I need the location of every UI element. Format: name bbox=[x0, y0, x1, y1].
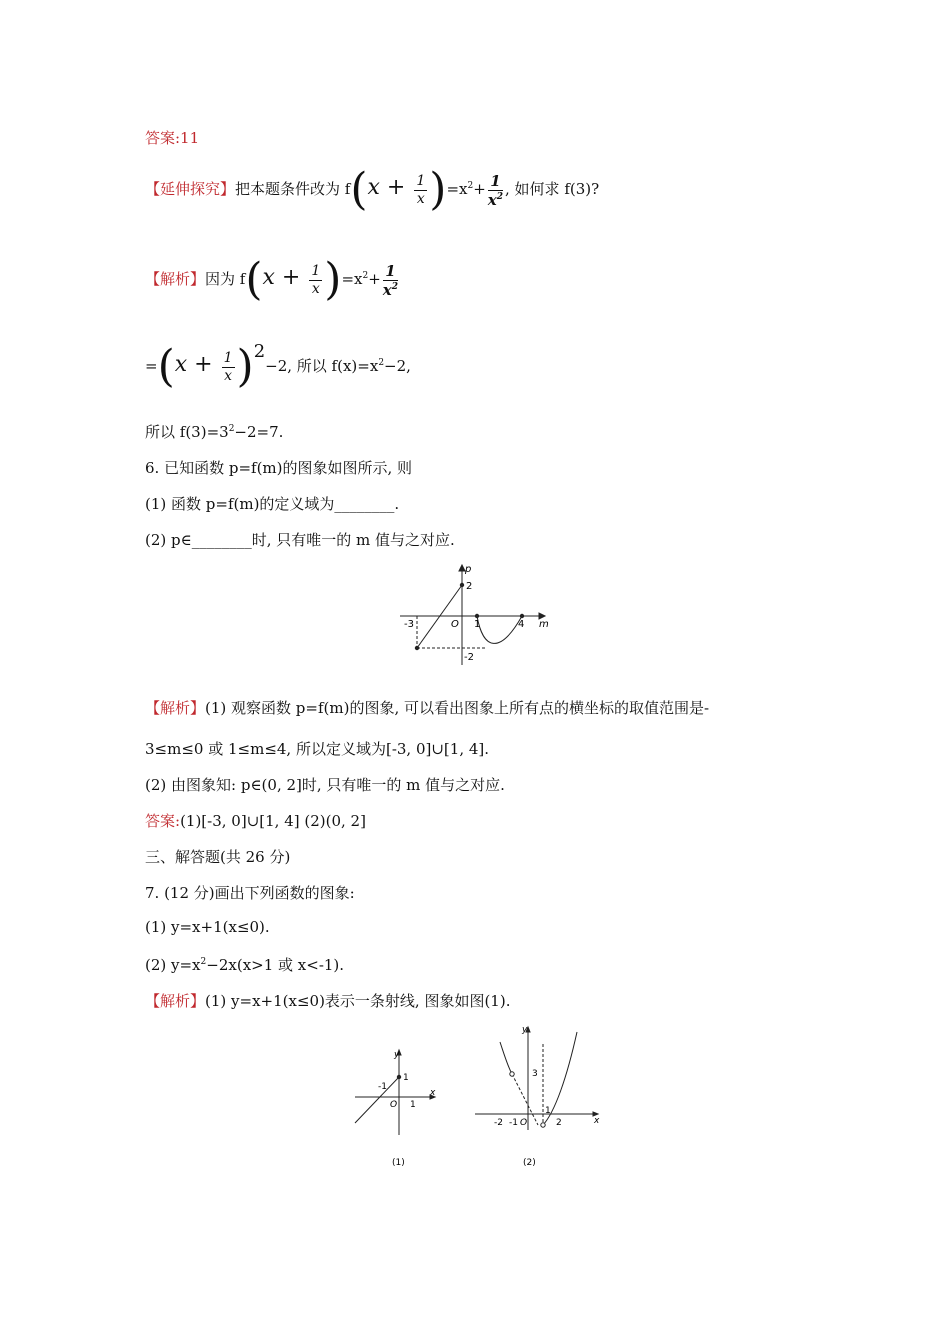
extension-text-a: 把本题条件改为 f bbox=[235, 180, 351, 198]
svg-text:O: O bbox=[520, 1118, 528, 1128]
origin-label: O bbox=[451, 619, 459, 630]
svg-text:2: 2 bbox=[556, 1118, 562, 1128]
sol6-line1: 【解析】(1) 观察函数 p=f(m)的图象, 可以看出图象上所有点的横坐标的取值范围是- bbox=[145, 699, 710, 717]
svg-text:y: y bbox=[394, 1050, 400, 1060]
solution-tag: 【解析】 bbox=[145, 270, 206, 288]
q6-part1: (1) 函数 p=f(m)的定义域为________. bbox=[145, 495, 400, 513]
extension-line: 【延伸探究】把本题条件改为 f(x + $\frac{1}{x}$ )$=x^2+$ $\frac{1}{x^2}$ , 如何求 f(3)? bbox=[145, 164, 600, 215]
q6-part2: (2) p∈________时, 只有唯一的 m 值与之对应. bbox=[145, 531, 455, 549]
axis-label-m: m bbox=[539, 619, 549, 630]
point bbox=[460, 583, 464, 587]
q7-part1: (1) y=x+1(x≤0). bbox=[145, 918, 270, 936]
svg-text:-2: -2 bbox=[494, 1118, 503, 1128]
tick-label: 2 bbox=[466, 581, 473, 592]
tick-label: -3 bbox=[404, 619, 414, 630]
svg-text:-1: -1 bbox=[509, 1118, 518, 1128]
q7-graph-1 bbox=[350, 1045, 445, 1170]
q7-part2: (2) $y=x^2-2x(x>1$ 或 x<-1). bbox=[145, 956, 345, 974]
sol6-line3: (2) 由图象知: p∈(0, 2]时, 只有唯一的 m 值与之对应. bbox=[145, 776, 505, 794]
extension-text-d: , 如何求 f(3)? bbox=[505, 180, 600, 198]
svg-text:(2): (2) bbox=[523, 1158, 536, 1168]
tick-label: 1 bbox=[474, 619, 481, 630]
extension-tag: 【延伸探究】 bbox=[145, 180, 236, 198]
svg-text:O: O bbox=[390, 1100, 398, 1110]
q6-title: 6. 已知函数 p=f(m)的图象如图所示, 则 bbox=[145, 459, 413, 477]
tick-label: 4 bbox=[518, 619, 525, 630]
svg-text:(1): (1) bbox=[392, 1158, 405, 1168]
q7-title: 7. (12 分)画出下列函数的图象: bbox=[145, 884, 355, 902]
sol6-answer: 答案:(1)[-3, 0]∪[1, 4] (2)(0, 2] bbox=[145, 812, 366, 830]
svg-text:x: x bbox=[594, 1116, 600, 1126]
solution1-line1: 【解析】因为 f(x + $\frac{1}{x}$ )$=x^2+$ $\frac{1}{x^2}$ bbox=[145, 254, 399, 305]
tick-label: -2 bbox=[464, 652, 474, 663]
solution1-line2: =(x + $\frac{1}{x}$ )$^2$−2, 所以 $f(x)=x^2-2$, bbox=[145, 341, 411, 392]
svg-text:1: 1 bbox=[410, 1100, 416, 1110]
fraction: $\frac{1}{x^2}$ bbox=[487, 171, 504, 209]
svg-text:1: 1 bbox=[403, 1073, 409, 1083]
section-3-title: 三、解答题(共 26 分) bbox=[145, 848, 291, 866]
point bbox=[415, 646, 419, 650]
sol6-line2: 3≤m≤0 或 1≤m≤4, 所以定义域为[-3, 0]∪[1, 4]. bbox=[145, 740, 490, 758]
svg-text:3: 3 bbox=[532, 1069, 538, 1079]
extension-text-b: =x bbox=[446, 180, 468, 198]
q7-graph-2 bbox=[470, 1022, 610, 1170]
answer-prev: 答案:11 bbox=[145, 129, 200, 147]
svg-text:1: 1 bbox=[545, 1106, 551, 1116]
math-expr: (x + $\frac{1}{x}$ ) bbox=[350, 164, 447, 215]
svg-text:-1: -1 bbox=[378, 1082, 387, 1092]
point bbox=[520, 614, 524, 618]
solution1-line3: 所以 $f(3)=3^2-2=7$. bbox=[145, 423, 284, 441]
svg-text:y: y bbox=[522, 1025, 528, 1035]
svg-text:x: x bbox=[430, 1088, 436, 1098]
q6-graph bbox=[395, 560, 560, 670]
point bbox=[475, 614, 479, 618]
q7-solution: 【解析】(1) y=x+1(x≤0)表示一条射线, 图象如图(1). bbox=[145, 992, 511, 1010]
axis-label-p: p bbox=[465, 564, 472, 575]
